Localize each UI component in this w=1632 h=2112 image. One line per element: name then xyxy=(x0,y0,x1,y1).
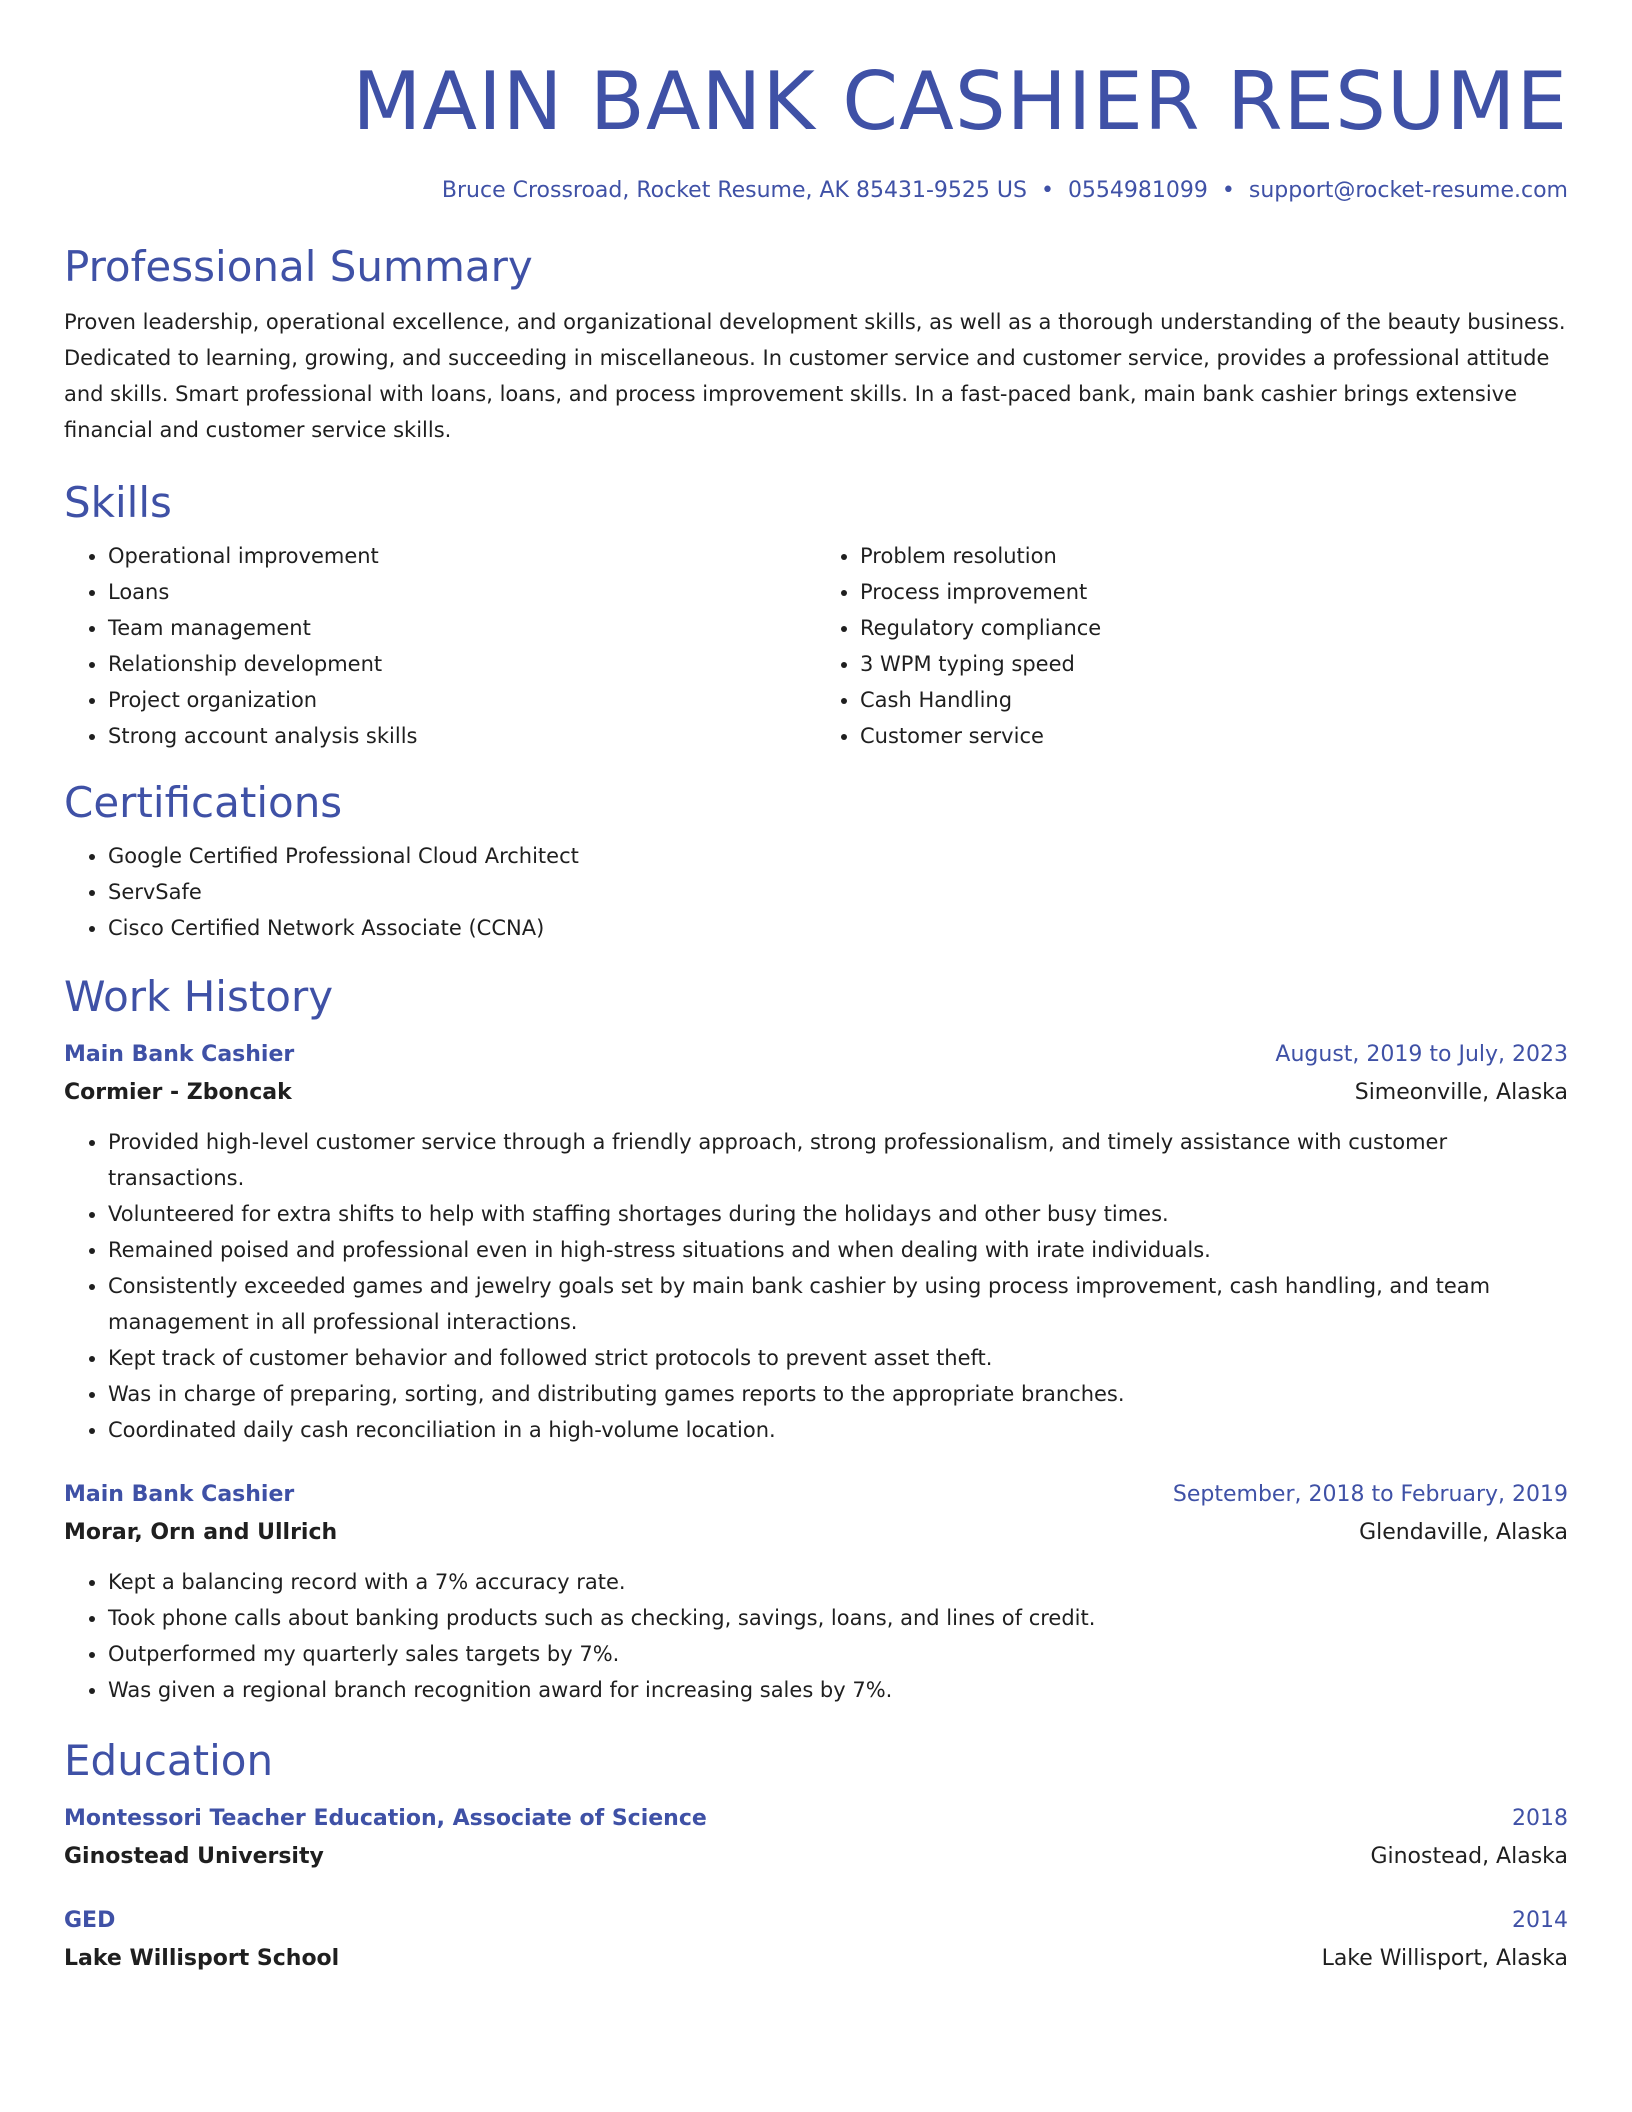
education-entry xyxy=(64,1800,1568,1876)
job-bullet: • Remained poised and professional even in high-stress situations and when dealing with irate individuals. xyxy=(108,1232,1568,1268)
summary-text: Proven leadership, operational excellence, and organizational development skills, as well as a thorough understanding of the beauty business. Dedicated to learning, growing, and succeeding in miscellaneous. In customer service and customer service, provides a professional attitude and skills. Smart professional with loans, loans, and process improvement skills. In a fast-paced bank, main bank cashier brings extensive financial and customer service skills. xyxy=(64,310,1566,442)
education-degree: Montessori Teacher Education, Associate of Science xyxy=(64,1806,707,1831)
education-year: 2018 xyxy=(1512,1806,1568,1831)
certification-item: • Google Certified Professional Cloud Architect xyxy=(108,838,1568,874)
job-entry xyxy=(64,1036,1568,1448)
resume-title: MAIN BANK CASHIER RESUME xyxy=(352,55,1568,148)
contact-email: support@rocket-resume.com xyxy=(1248,178,1568,203)
job-dates: August, 2019 to July, 2023 xyxy=(1275,1042,1568,1067)
education-entry xyxy=(64,1902,1568,1978)
job-bullet: • Was given a regional branch recognition award for increasing sales by 7%. xyxy=(108,1672,1568,1708)
section-heading: Work History xyxy=(64,972,334,1021)
job-title: Main Bank Cashier xyxy=(64,1482,295,1507)
education-school: Ginostead University xyxy=(64,1844,324,1869)
skill-item: • Regulatory compliance xyxy=(860,610,1568,646)
job-bullet: • Coordinated daily cash reconciliation in a high-volume location. xyxy=(108,1412,1568,1448)
skill-item: • Loans xyxy=(108,574,816,610)
work-history-section xyxy=(64,970,1568,1708)
education-degree: GED xyxy=(64,1908,116,1933)
job-bullet: • Kept a balancing record with a 7% accuracy rate. xyxy=(108,1564,1568,1600)
job-bullet: • Consistently exceeded games and jewelry goals set by main bank cashier by using process improvement, cash handling, and team management in all professional interactions. xyxy=(108,1268,1568,1340)
skill-item: • Process improvement xyxy=(860,574,1568,610)
professional-summary-section xyxy=(64,240,1568,448)
skills-column-right xyxy=(816,538,1568,754)
education-location: Ginostead, Alaska xyxy=(1370,1844,1568,1869)
skill-item: • Cash Handling xyxy=(860,682,1568,718)
skill-item: • 3 WPM typing speed xyxy=(860,646,1568,682)
skill-item: • Problem resolution xyxy=(860,538,1568,574)
skill-item: • Project organization xyxy=(108,682,816,718)
skill-item: • Strong account analysis skills xyxy=(108,718,816,754)
skills-column-left xyxy=(64,538,816,754)
section-heading: Certifications xyxy=(64,778,343,827)
contact-separator: • xyxy=(1040,178,1054,203)
job-bullet: • Was in charge of preparing, sorting, and distributing games reports to the appropriate branches. xyxy=(108,1376,1568,1412)
section-heading: Education xyxy=(64,1736,274,1785)
contact-separator: • xyxy=(1221,178,1235,203)
skills-section xyxy=(64,476,1568,754)
certification-item: • ServSafe xyxy=(108,874,1568,910)
education-location: Lake Willisport, Alaska xyxy=(1321,1946,1568,1971)
education-section xyxy=(64,1734,1568,1978)
contact-address: Bruce Crossroad, Rocket Resume, AK 85431-9525 US xyxy=(441,178,1027,203)
job-company: Cormier - Zboncak xyxy=(64,1080,292,1105)
contact-phone: 0554981099 xyxy=(1067,178,1208,203)
job-bullet: • Kept track of customer behavior and followed strict protocols to prevent asset theft. xyxy=(108,1340,1568,1376)
skill-item: • Customer service xyxy=(860,718,1568,754)
certifications-section xyxy=(64,776,1568,946)
job-location: Glendaville, Alaska xyxy=(1359,1520,1568,1545)
skill-item: • Operational improvement xyxy=(108,538,816,574)
job-dates: September, 2018 to February, 2019 xyxy=(1172,1482,1568,1507)
skills-columns xyxy=(64,538,1568,754)
job-company: Morar, Orn and Ullrich xyxy=(64,1520,338,1545)
job-location: Simeonville, Alaska xyxy=(1354,1080,1568,1105)
skill-item: • Team management xyxy=(108,610,816,646)
job-bullet: • Provided high-level customer service through a friendly approach, strong professionalism, and timely assistance with customer transactions. xyxy=(108,1124,1568,1196)
section-heading: Skills xyxy=(64,478,172,527)
education-school: Lake Willisport School xyxy=(64,1946,340,1971)
job-bullet: • Volunteered for extra shifts to help with staffing shortages during the holidays and other busy times. xyxy=(108,1196,1568,1232)
job-bullet: • Outperformed my quarterly sales targets by 7%. xyxy=(108,1636,1568,1672)
job-bullet: • Took phone calls about banking products such as checking, savings, loans, and lines of credit. xyxy=(108,1600,1568,1636)
education-year: 2014 xyxy=(1512,1908,1568,1933)
skill-item: • Relationship development xyxy=(108,646,816,682)
job-title: Main Bank Cashier xyxy=(64,1042,295,1067)
job-entry xyxy=(64,1476,1568,1708)
contact-line xyxy=(64,176,1568,206)
certification-item: • Cisco Certified Network Associate (CCNA) xyxy=(108,910,1568,946)
section-heading: Professional Summary xyxy=(64,242,533,291)
